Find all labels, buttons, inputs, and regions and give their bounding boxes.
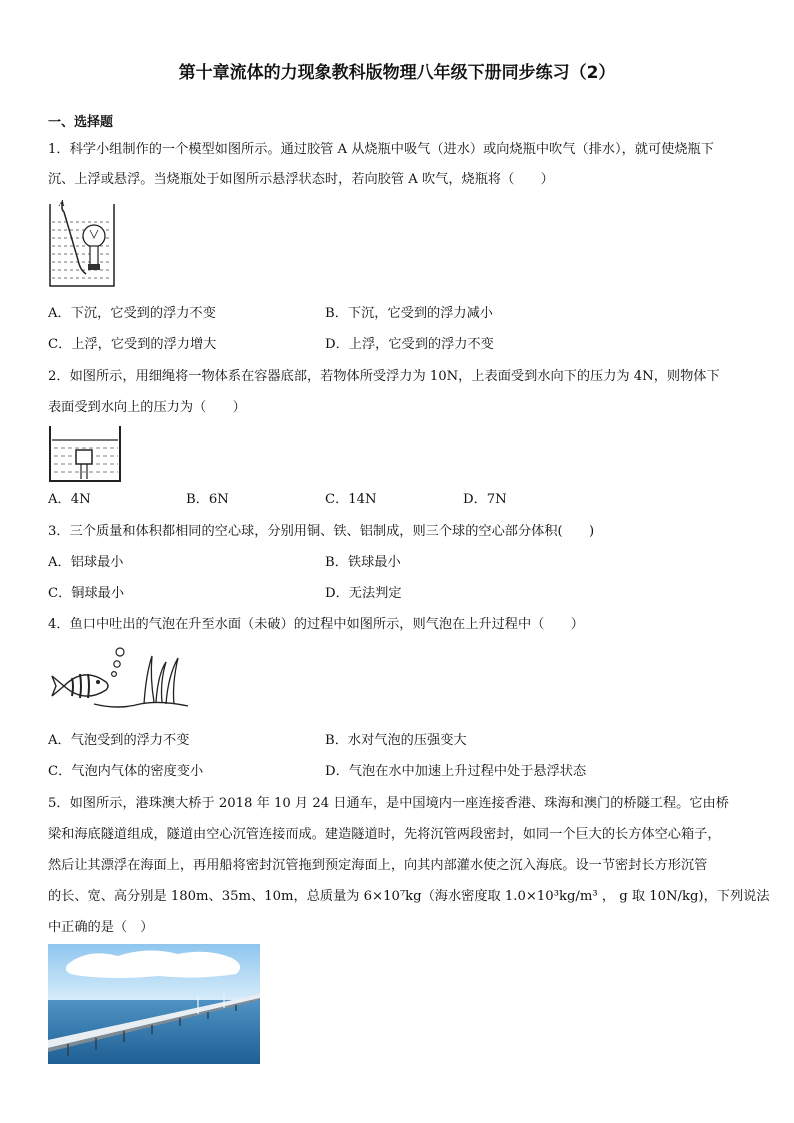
- q3-option-b[interactable]: B．铁球最小: [325, 555, 401, 570]
- q1-option-c[interactable]: C．上浮，它受到的浮力增大: [48, 337, 217, 352]
- q2-option-c[interactable]: C．14N: [325, 492, 377, 507]
- q4-option-b[interactable]: B．水对气泡的压强变大: [325, 733, 467, 748]
- q5-stem-line3: 然后让其漂浮在海面上，再用船将密封沉管拖到预定海面上，向其内部灌水使之沉入海底。设一节密封长方形沉管: [48, 858, 708, 873]
- q2-option-d[interactable]: D．7N: [463, 492, 507, 507]
- q4-stem-line1: 4．鱼口中吐出的气泡在升至水面（未破）的过程中如图所示，则气泡在上升过程中（ ）: [48, 617, 584, 632]
- q5-stem-line5: 中正确的是（ ）: [48, 920, 154, 935]
- q2-container-figure: [48, 424, 122, 484]
- q4-option-d[interactable]: D．气泡在水中加速上升过程中处于悬浮状态: [325, 764, 587, 779]
- q1-figure-label-a: A: [59, 199, 65, 208]
- q3-option-c[interactable]: C．铜球最小: [48, 586, 125, 601]
- q5-stem-line4: 的长、宽、高分别是 180m、35m、10m，总质量为 6×10⁷kg（海水密度取 1.0×10³kg/m³ ， g 取 10N/kg)，下列说法: [48, 889, 770, 904]
- q5-stem-line2: 梁和海底隧道组成，隧道由空心沉管连接而成。建造隧道时，先将沉管两段密封，如同一个巨大的长方体空心箱子，: [48, 827, 721, 842]
- q3-option-a[interactable]: A．铝球最小: [48, 555, 124, 570]
- page-title: 第十章流体的力现象教科版物理八年级下册同步练习（2）: [178, 63, 616, 83]
- q1-stem-line1: 1．科学小组制作的一个模型如图所示。通过胶管 A 从烧瓶中吸气（进水）或向烧瓶中吹气（排水），就可使烧瓶下: [48, 142, 714, 157]
- q5-bridge-photo: [48, 944, 260, 1064]
- q4-option-a[interactable]: A．气泡受到的浮力不变: [48, 733, 190, 748]
- q5-stem-line1: 5．如图所示，港珠澳大桥于 2018 年 10 月 24 日通车，是中国境内一座连接香港、珠海和澳门的桥隧工程。它由桥: [48, 796, 729, 811]
- q2-option-b[interactable]: B．6N: [186, 492, 229, 507]
- q2-option-a[interactable]: A．4N: [48, 492, 91, 507]
- q4-fish-figure: [48, 644, 190, 716]
- q1-flask-figure: [48, 200, 118, 290]
- q3-option-d[interactable]: D．无法判定: [325, 586, 402, 601]
- q2-stem-line2: 表面受到水向上的压力为（ ）: [48, 400, 246, 415]
- q3-stem-line1: 3．三个质量和体积都相同的空心球，分别用铜、铁、铝制成，则三个球的空心部分体积( ): [48, 524, 595, 539]
- q4-option-c[interactable]: C．气泡内气体的密度变小: [48, 764, 204, 779]
- section-heading: 一、选择题: [48, 115, 114, 130]
- q1-option-a[interactable]: A．下沉，它受到的浮力不变: [48, 306, 216, 321]
- q1-stem-line2: 沉、上浮或悬浮。当烧瓶处于如图所示悬浮状态时，若向胶管 A 吹气，烧瓶将（ ）: [48, 172, 554, 187]
- q1-option-b[interactable]: B．下沉，它受到的浮力减小: [325, 306, 493, 321]
- q1-option-d[interactable]: D．上浮，它受到的浮力不变: [325, 337, 494, 352]
- q2-stem-line1: 2．如图所示，用细绳将一物体系在容器底部，若物体所受浮力为 10N，上表面受到水向下的压力为 4N，则物体下: [48, 369, 720, 384]
